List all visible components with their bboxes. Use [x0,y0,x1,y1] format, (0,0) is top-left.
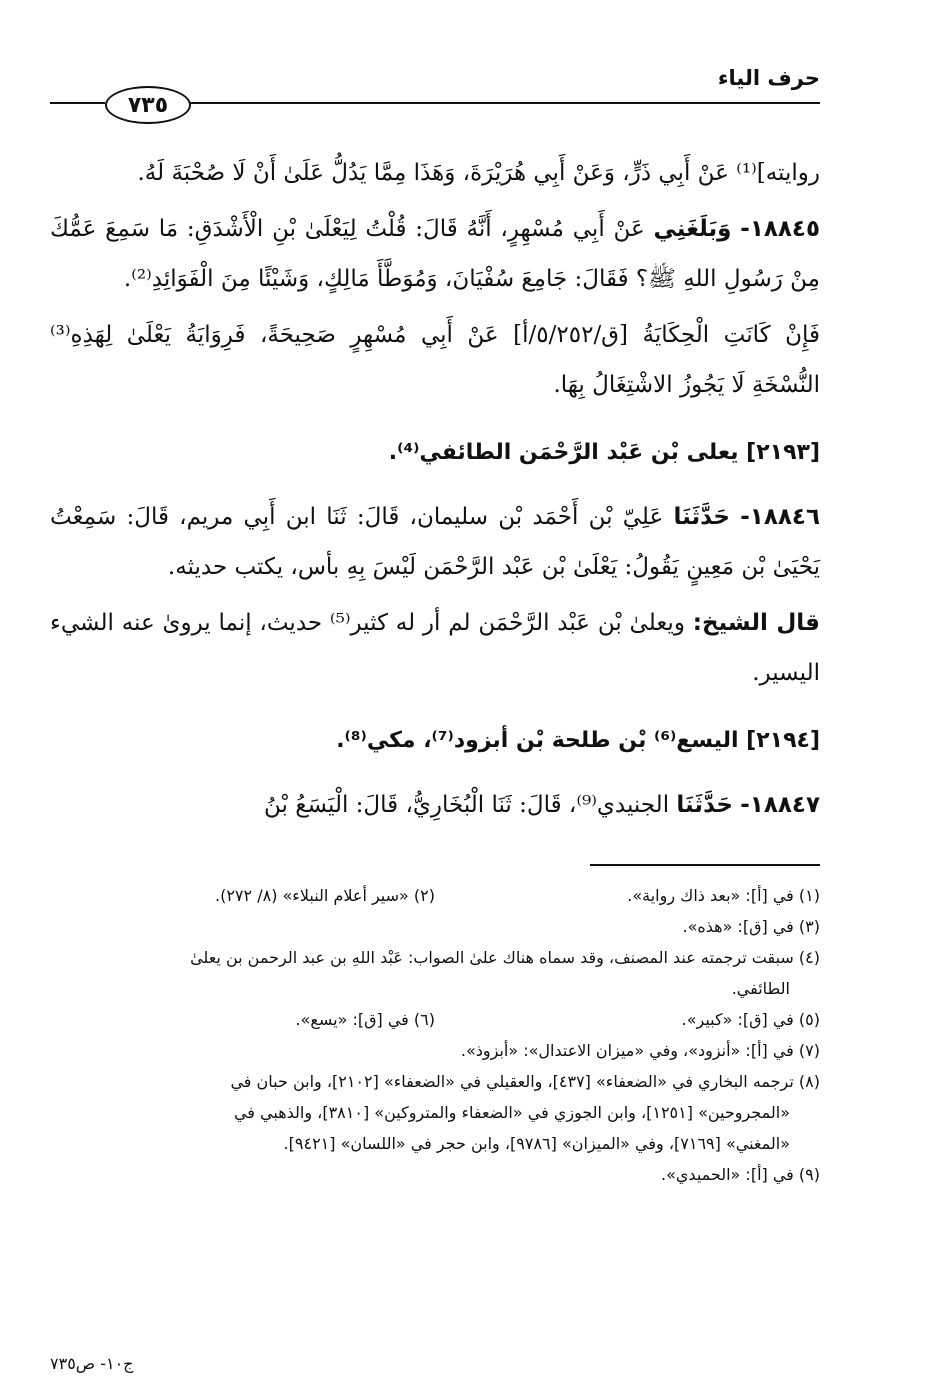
lead-word: حَدَّثَنَا [673,504,731,530]
entry-heading: [٢١٩٣] يعلى بْن عَبْد الرَّحْمَن الطائفي⁽⁴⁾. [388,440,820,465]
paragraph [50,204,820,304]
paragraph-text: عَنْ أَبِي مُسْهِرٍ، أَنَّهُ قَالَ: قُلْتُ لِيَعْلَىٰ بْنِ الْأَشْدَقِ: مَا سَمِعَ عَمُّكَ مِنْ رَسُولِ اللهِ ﷺ؟ فَقَالَ: جَامِعَ سُفْيَانَ، وَمُوَطَّأَ مَالِكٍ، وَشَيْئًا مِنَ الْفَوَائِدِ⁽²⁾. [50,216,820,292]
page-number: ٧٣٥ [105,86,191,124]
paragraph: فَإِنْ كَانَتِ الْحِكَايَةُ [ق/٥/٢٥٢/أ] عَنْ أَبِي مُسْهِرٍ صَحِيحَةً، فَرِوَايَةُ يَعْلَىٰ لِهَذِهِ⁽³⁾ النُّسْخَةِ لَا يَجُوزُ الاشْتِغَالُ بِهَا. [50,322,820,398]
footnote: (٤) سبقت ترجمته عند المصنف، وقد سماه هناك علىٰ الصواب: عَبْد اللهِ بن عبد الرحمن بن يعلىٰ [190,948,820,967]
lead-word: قال الشيخ: [692,610,820,636]
footnote: (١) في [أ]: «بعد ذاك رواية». [627,886,820,905]
paragraph-text: الجنيدي⁽⁹⁾، قَالَ: ثَنَا الْبُخَارِيُّ، قَالَ: الْيَسَعُ بْنُ [264,792,670,818]
hadith-number: ١٨٨٤٧- [740,792,820,818]
footnote-continuation: الطائفي. [731,979,790,998]
lead-word: وَبَلَغَنِي [653,216,732,242]
page-header [50,66,820,126]
footnote-row [50,1004,820,1035]
entry-heading: [٢١٩٤] اليسع⁽⁶⁾ بْن طلحة بْن أبزود⁽⁷⁾، مكي⁽⁸⁾. [336,728,820,753]
footnote: (٦) في [ق]: «يسع». [295,1010,435,1029]
footnote-continuation: «المغني» [٧١٦٩]، وفي «الميزان» [٩٧٨٦]، وابن حجر في «اللسان» [٩٤٢١]. [283,1134,790,1153]
volume-page-signature: ج١٠- ص٧٣٥ [50,1354,134,1373]
lead-word: حَدَّثَنَا [676,792,733,818]
footnote-separator [590,864,820,866]
header-rule-right [190,102,820,104]
header-rule-left [50,102,105,104]
paragraph-text: عَلِيّ بْن أَحْمَد بْن سليمان، قَالَ: ثَنَا ابن أَبِي مريم، قَالَ: سَمِعْتُ يَحْيَىٰ بْن مَعِينٍ يَقُولُ: يَعْلَىٰ بْن عَبْد الرَّحْمَن لَيْسَ بِهِ بأس، يكتب حديثه. [50,504,820,580]
paragraph [50,780,820,830]
footnote: (٥) في [ق]: «كبير». [681,1010,820,1029]
main-text [50,148,820,836]
footnote: (٢) «سير أعلام النبلاء» (٨/ ٢٧٢). [215,886,435,905]
paragraph: روايته]⁽¹⁾ عَنْ أَبِي ذَرٍّ، وَعَنْ أَبِي هُرَيْرَةَ، وَهَذَا مِمَّا يَدُلُّ عَلَىٰ أَنْ لَا صُحْبَةَ لَهُ. [137,160,820,186]
running-head: حرف الياء [717,66,820,90]
paragraph [50,492,820,592]
hadith-number: ١٨٨٤٥- [740,216,821,242]
footnote: (٨) ترجمه البخاري في «الضعفاء» [٤٣٧]، والعقيلي في «الضعفاء» [٢١٠٢]، وابن حبان في [230,1072,820,1091]
footnote-continuation: «المجروحين» [١٢٥١]، وابن الجوزي في «الضعفاء والمتروكين» [٣٨١٠]، والذهبي في [233,1103,790,1122]
hadith-number: ١٨٨٤٦- [740,504,820,530]
footnote: (٧) في [أ]: «أنزود»، وفي «ميزان الاعتدال»: «أبزوذ». [460,1041,820,1060]
footnote: (٣) في [ق]: «هذه». [682,917,820,936]
footnote-row [50,880,820,911]
paragraph [50,598,820,698]
footnote: (٩) في [أ]: «الحميدي». [661,1165,820,1184]
footnotes [50,880,820,1190]
paragraph-text: ويعلىٰ بْن عَبْد الرَّحْمَن لم أر له كثير⁽⁵⁾ حديث، إنما يروىٰ عنه الشيء اليسير. [50,610,820,686]
